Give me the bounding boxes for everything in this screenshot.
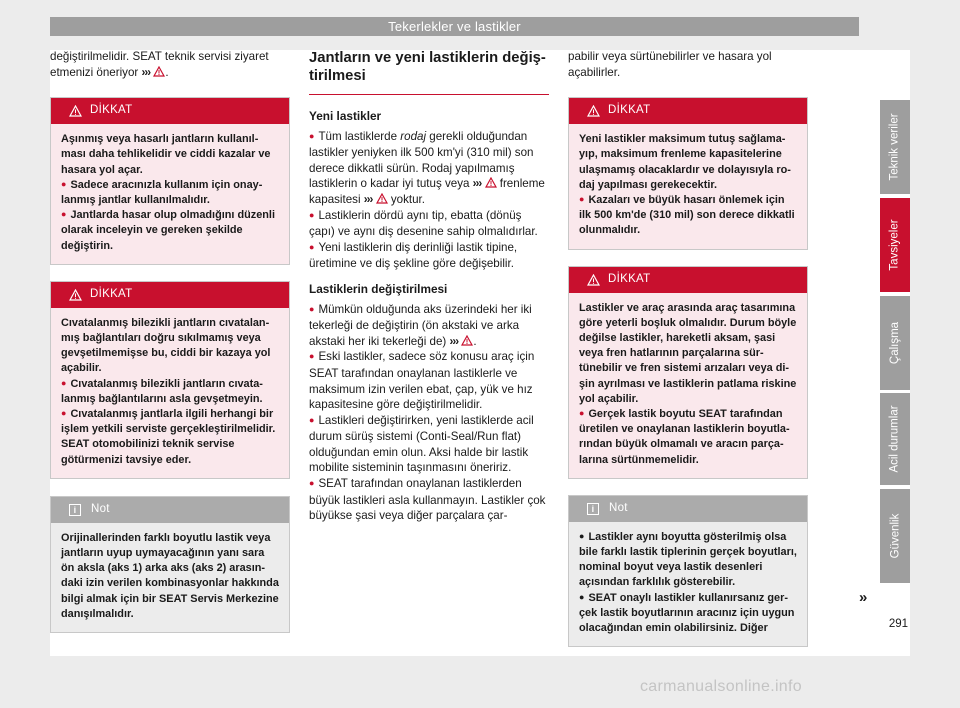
warning-bullet: ● Cıvatalanmış bilezikli jantların cıvatalanmış bağlantılarını asla gevşetmeyin. — [61, 377, 279, 407]
note-box — [50, 496, 290, 633]
list-item: ● Tüm lastiklerde rodaj gerekli olduğundan lastikler yeniyken ilk 500 km'yi (310 mil) son derece dikkatli sürün. Rodaj yapılmamış lastiklerin o kadar iyi tutuş veya ››› frenleme kapasitesi ››› yoktur. — [309, 129, 549, 208]
page-number: 291 — [888, 618, 908, 630]
crossref-arrows[interactable]: ››› — [472, 177, 482, 191]
warning-label: DİKKAT — [608, 272, 651, 285]
warning-bullet: ● Sadece aracınızla kullanım için onaylanmış jantlar kullanılmalıdır. — [61, 178, 279, 208]
note-label: Not — [609, 502, 628, 515]
warning-label: DİKKAT — [90, 288, 133, 301]
note-bullet: ● Lastikler aynı boyutta gösterilmiş olsa bile farklı lastik tiplerinin gerçek boyutları, nominal boyut veya lastik desenleri açısından farklılık gösterebilir. — [579, 530, 797, 591]
note-text: Orijinallerinden farklı boyutlu lastik veya jantların uyup uymayacağının yanı sara ön aksla (aks 1) arka aks (aks 2) arasındaki izin verilen kombinasyonlar hakkında bilgi almak için bir SEAT Servis Merkezine danışılmalıdır. — [61, 531, 279, 620]
warning-header — [569, 267, 807, 293]
warning-text: Aşınmış veya hasarlı jantların kullanılması daha tehlikelidir ve ciddi kazalar ve hasara yol açar. — [61, 133, 271, 176]
continue-arrow-icon[interactable]: » — [859, 589, 868, 606]
intro-text: değiştirilmelidir. SEAT teknik servisi ziyaret etmenizi öneriyor ››› . — [50, 50, 269, 79]
info-icon: i — [69, 504, 81, 516]
warning-header — [569, 98, 807, 124]
intro-text: pabilir veya sürtünebilirler ve hasara yol açabilirler. — [568, 50, 772, 79]
watermark: carmanualsonline.info — [640, 678, 802, 695]
warning-triangle-icon — [376, 193, 388, 204]
note-header — [569, 496, 807, 522]
warning-box — [50, 281, 290, 479]
crossref-arrows[interactable]: ››› — [449, 334, 459, 348]
warning-bullet: ● Kazaları ve büyük hasarı önlemek için ilk 500 km'de (310 mil) son derece dikkatli olunmalıdır. — [579, 193, 797, 239]
warning-triangle-icon — [587, 105, 600, 117]
warning-box — [50, 97, 290, 265]
list-item: ● SEAT tarafından onaylanan lastiklerden büyük lastikleri asla kullanmayın. Lastikler çok büyükse şasi veya diğer parçalara çar- — [309, 476, 549, 524]
subheading-replacing-tires: Lastiklerin değiştirilmesi — [309, 281, 448, 296]
list-item: ● Lastiklerin dördü aynı tip, ebatta (dönüş çapı) ve aynı diş desenine sahip olmalıdırlar. — [309, 208, 549, 240]
warning-text: Cıvatalanmış bilezikli jantların cıvatalanmış bağlantıları doğru sıkılmamış veya gevşetilmemişse bu, ciddi bir kazaya yol açabilir. — [61, 316, 271, 375]
warning-box — [568, 266, 808, 479]
warning-triangle-icon — [69, 289, 82, 301]
page-header: Tekerlekler ve lastikler — [50, 17, 859, 36]
info-icon: i — [587, 503, 599, 515]
crossref-arrows[interactable]: ››› — [363, 192, 373, 206]
warning-triangle-icon — [587, 274, 600, 286]
warning-bullet: ● Cıvatalanmış jantlarla ilgili herhangi bir işlem yetkili serviste gerçekleştirilmelidir. SEAT otomobilinizi teknik servise götürmenizi tavsiye eder. — [61, 407, 279, 468]
tab-acil-durumlar[interactable]: Acil durumlar — [880, 393, 910, 485]
warning-bullet: ● Gerçek lastik boyutu SEAT tarafından üretilen ve onaylanan lastiklerin boyutlarından büyük olmamalı ve aracın parçalarına sürtünmemelidir. — [579, 407, 797, 468]
tab-tavsiyeler[interactable]: Tavsiyeler — [880, 198, 910, 292]
note-label: Not — [91, 503, 110, 516]
subheading-new-tires: Yeni lastikler — [309, 109, 382, 123]
warning-triangle-icon — [485, 177, 497, 188]
warning-text: Yeni lastikler maksimum tutuş sağlamayıp, maksimum frenleme kapasitelerine ulaşmamış olacaklardır ve dolayısıyla rodaj yapılması gerekecektir. — [579, 133, 791, 191]
warning-label: DİKKAT — [90, 104, 133, 117]
warning-triangle-icon — [153, 66, 165, 77]
warning-header — [51, 282, 289, 308]
warning-triangle-icon — [69, 105, 82, 117]
note-box — [568, 495, 808, 647]
warning-label: DİKKAT — [608, 104, 651, 117]
warning-box — [568, 97, 808, 249]
warning-text: Lastikler ve araç arasında araç tasarımına göre yeterli boşluk olmalıdır. Durum böyle değilse lastikler, hareketli aksam, şasi veya fren hatlarının parçalarına sürtünebilir ve fren sistemi arızaları veya dişin ayrılması ve lastiklerin patlama riskine yol açabilir. — [579, 301, 797, 405]
column-3 — [568, 49, 808, 647]
warning-header — [51, 98, 289, 124]
tab-calisma[interactable]: Çalışma — [880, 296, 910, 390]
column-1 — [50, 49, 290, 633]
list-item: ● Eski lastikler, sadece söz konusu araç için SEAT tarafından onaylanan lastiklerle ve maksimum izin verilen ebat, çap, yük ve hız kapasitesine göre değiştirilmelidir. — [309, 349, 549, 412]
note-header — [51, 497, 289, 523]
list-item: ● Yeni lastiklerin diş derinliği lastik tipine, üretimine ve diş şekline göre değişebilir. — [309, 240, 549, 272]
list-item: ● Lastikleri değiştirirken, yeni lastiklerde acil durum sürüş sistemi (Conti-Seal/Run flat) olduğundan emin olun. Aksi halde bir lastik mobilite sisteminin taşınmasını öneririz. — [309, 413, 549, 476]
tab-teknik-veriler[interactable]: Teknik veriler — [880, 100, 910, 194]
list-item: ● Mümkün olduğunda aks üzerindeki her iki tekerleği de değiştirin (ön akstaki ve arka akstaki her iki tekerleği de) ››› . — [309, 302, 549, 350]
warning-triangle-icon — [461, 335, 473, 346]
section-title: Jantların ve yeni lastiklerin değiştirilmesi — [309, 49, 549, 95]
note-bullet: ● SEAT onaylı lastikler kullanırsanız gerçek lastik boyutlarının aracınız için uygun olacağından emin olabilirsiniz. Diğer — [579, 591, 797, 637]
warning-bullet: ● Jantlarda hasar olup olmadığını düzenli olarak inceleyin ve gereken şekilde değiştirin. — [61, 208, 279, 254]
tab-guvenlik[interactable]: Güvenlik — [880, 489, 910, 583]
crossref-arrows[interactable]: ››› — [141, 65, 151, 79]
column-2 — [309, 49, 549, 524]
